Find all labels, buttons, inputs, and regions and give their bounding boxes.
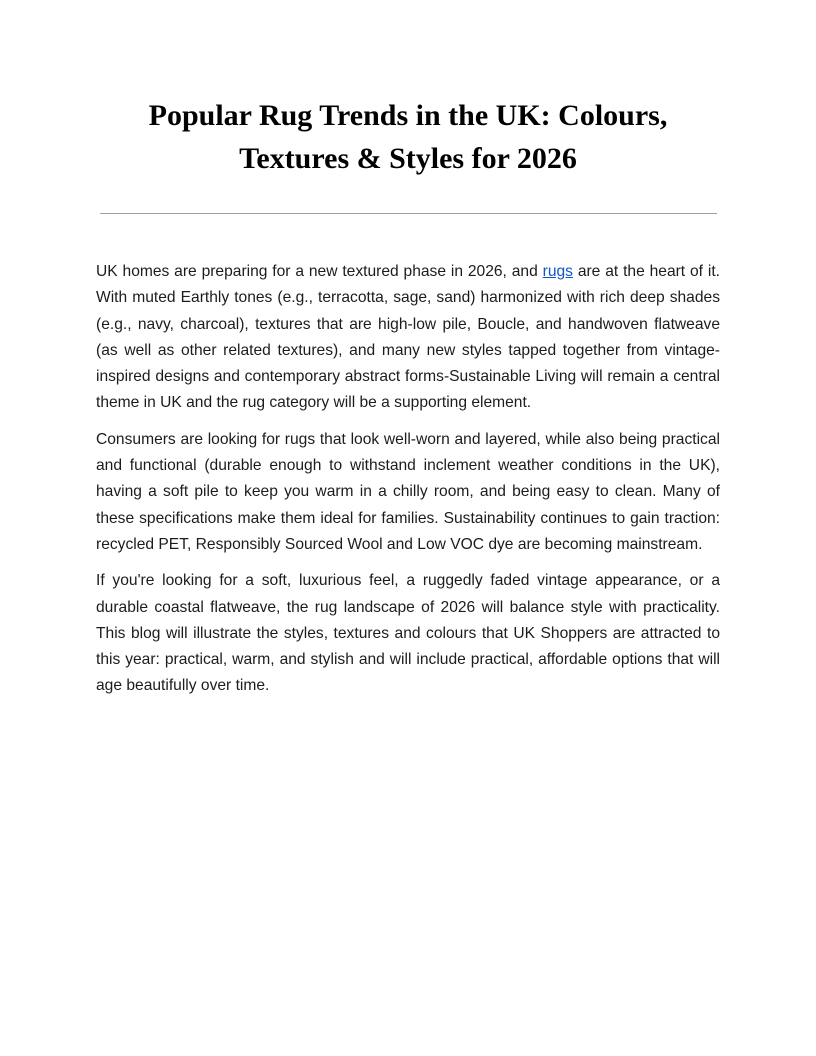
document-body [96,259,720,710]
rugs-link[interactable]: rugs [542,263,573,280]
paragraph-intro [96,259,720,417]
paragraph-consumers: Consumers are looking for rugs that look well-worn and layered, while also being practical and functional (durable enough to withstand inclement weather conditions in the UK), having a soft pile to keep you warm in a chilly room, and being easy to clean. Many of these specifications make them ideal for families. Sustainability continues to gain traction: recycled PET, Responsibly Sourced Wool and Low VOC dye are becoming mainstream. [96,430,720,553]
page-title: Popular Rug Trends in the UK: Colours, Textures & Styles for 2026 [148,99,668,175]
paragraph-intro-text-end: are at the heart of it. With muted Earthly tones (e.g., terracotta, sage, sand) harmonized with rich deep shades (e.g., navy, charcoal), textures that are high-low pile, Boucle, and handwoven flatweave (as well as other related textures), and many new styles tapped together from vintage-inspired designs and contemporary abstract forms-Sustainable Living will remain a central theme in UK and the rug category will be a supporting element. [96,263,720,412]
horizontal-divider [100,213,717,214]
paragraph-intro-text-start: UK homes are preparing for a new textured phase in 2026, and [96,263,543,280]
paragraph-landscape: If you're looking for a soft, luxurious feel, a ruggedly faded vintage appearance, or a durable coastal flatweave, the rug landscape of 2026 will balance style with practicality. This blog will illustrate the styles, textures and colours that UK Shoppers are attracted to this year: practical, warm, and stylish and will include practical, affordable options that will age beautifully over time. [96,572,720,695]
